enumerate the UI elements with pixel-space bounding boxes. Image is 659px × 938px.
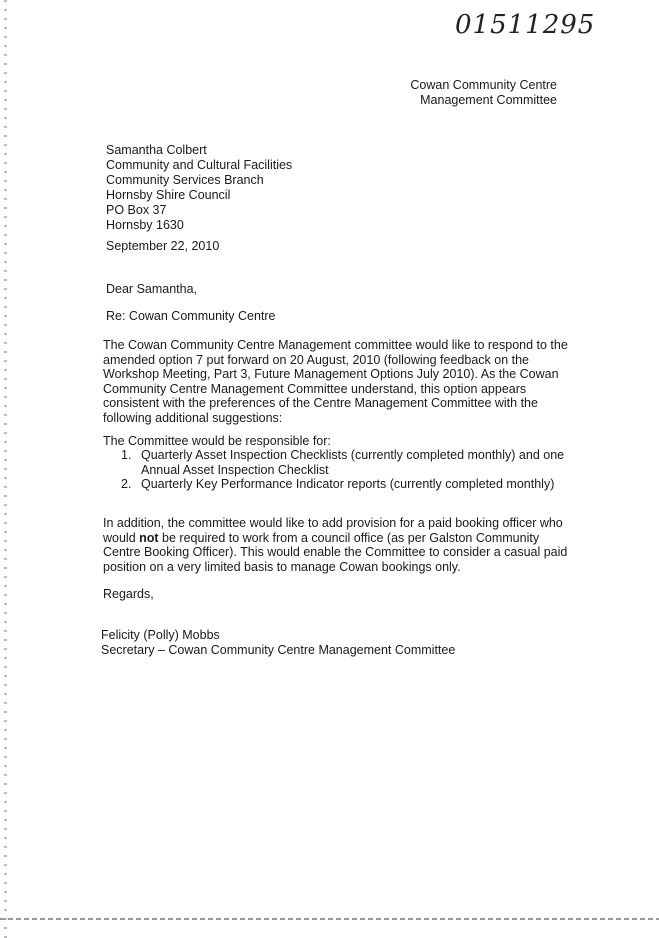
recipient-line: Hornsby Shire Council xyxy=(106,188,231,202)
sender-block xyxy=(380,78,557,108)
signatory-name: Felicity (Polly) Mobbs xyxy=(101,628,220,642)
responsibilities-list xyxy=(118,448,564,492)
recipient-address xyxy=(106,143,292,233)
emphasis-text: not xyxy=(139,530,159,545)
handwritten-reference-number: 01511295 xyxy=(455,10,596,40)
list-item xyxy=(118,477,564,492)
scan-edge-mark xyxy=(4,0,7,938)
list-item-text: Quarterly Key Performance Indicator reports (currently completed monthly) xyxy=(141,477,555,491)
paragraph-text: be required to work from a council office (as per Galston Community xyxy=(158,530,540,545)
subject-line: Re: Cowan Community Centre xyxy=(106,309,276,323)
list-item-text: Quarterly Asset Inspection Checklists (currently completed monthly) and one xyxy=(141,448,565,462)
scan-bottom-mark xyxy=(0,918,659,920)
paragraph-line: Workshop Meeting, Part 3, Future Management Options July 2010). As the Cowan xyxy=(103,367,559,381)
paragraph-line: consistent with the preferences of the Centre Management Committee with the xyxy=(103,396,538,410)
closing: Regards, xyxy=(103,587,154,601)
recipient-line: PO Box 37 xyxy=(106,203,167,217)
responsibilities-intro: The Committee would be responsible for: xyxy=(103,434,331,448)
recipient-name: Samantha Colbert xyxy=(106,143,207,157)
recipient-line: Community and Cultural Facilities xyxy=(106,158,293,172)
body-paragraph-1 xyxy=(103,338,568,425)
signatory-title: Secretary – Cowan Community Centre Management Committee xyxy=(101,643,456,657)
sender-line: Cowan Community Centre xyxy=(410,78,557,92)
list-item-number: 1. xyxy=(121,448,132,462)
paragraph-line: following additional suggestions: xyxy=(103,410,283,425)
signature-block xyxy=(101,628,455,658)
recipient-line: Hornsby 1630 xyxy=(106,218,184,232)
list-item-text: Annual Asset Inspection Checklist xyxy=(141,462,329,477)
paragraph-line: Community Centre Management Committee understand, this option appears xyxy=(103,381,527,396)
list-item-number: 2. xyxy=(121,477,132,491)
body-paragraph-2 xyxy=(103,516,567,574)
paragraph-text: would xyxy=(103,530,140,545)
paragraph-line xyxy=(103,531,567,546)
paragraph-line: The Cowan Community Centre Management committee would like to respond to the xyxy=(103,338,568,352)
paragraph-line: amended option 7 put forward on 20 August, 2010 (following feedback on the xyxy=(103,352,529,367)
salutation: Dear Samantha, xyxy=(106,282,198,296)
paragraph-line: In addition, the committee would like to add provision for a paid booking officer who xyxy=(103,516,563,530)
list-item xyxy=(118,448,564,477)
recipient-line: Community Services Branch xyxy=(106,173,264,187)
paragraph-line: position on a very limited basis to manage Cowan bookings only. xyxy=(103,559,461,574)
paragraph-line: Centre Booking Officer). This would enable the Committee to consider a casual paid xyxy=(103,545,568,559)
sender-line: Management Committee xyxy=(420,93,557,107)
letter-date: September 22, 2010 xyxy=(106,239,220,253)
